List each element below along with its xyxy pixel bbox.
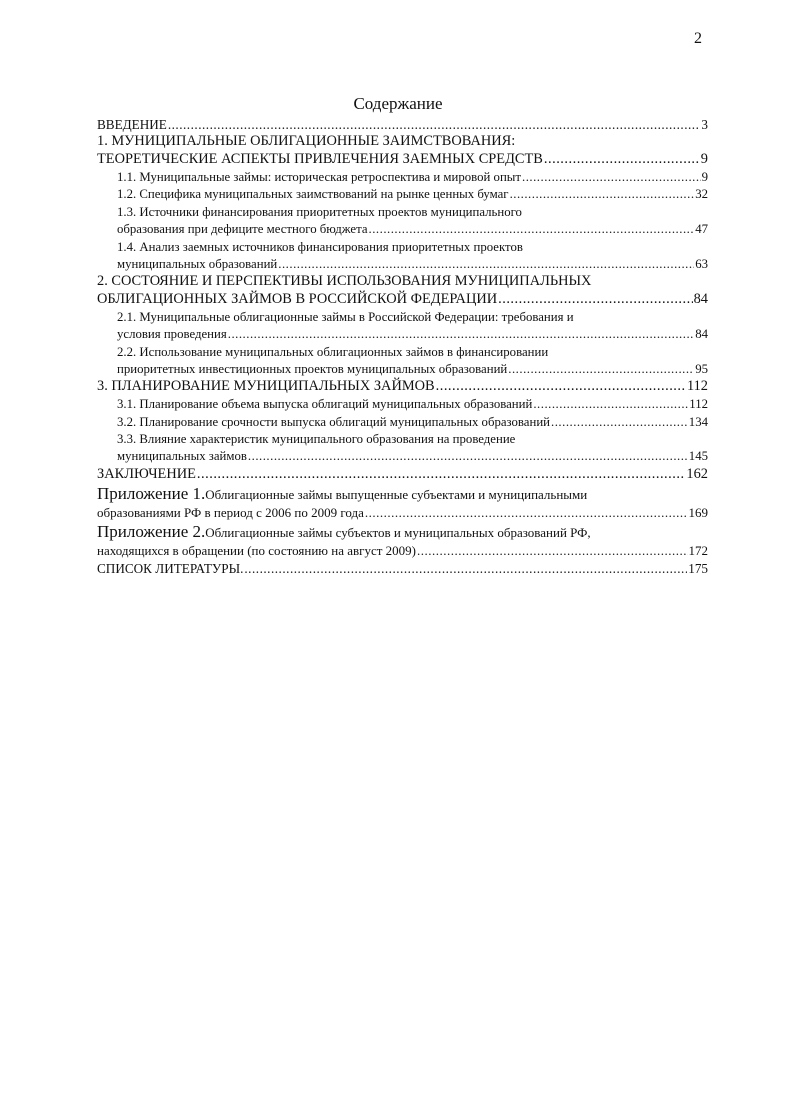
toc-entry-text: 1.3. Источники финансирования приоритетных проектов муниципального [117, 204, 522, 219]
toc-section-2-2-line2[interactable] [97, 361, 708, 378]
dot-leader [248, 448, 688, 465]
toc-entry-text: 1.1. Муниципальные займы: историческая ретроспектива и мировой опыт [117, 169, 521, 184]
toc-entry-text: ОБЛИГАЦИОННЫХ ЗАЙМОВ В РОССИЙСКОЙ ФЕДЕРАЦИИ [97, 291, 498, 308]
toc-entry-text: ЗАКЛЮЧЕНИЕ [97, 465, 196, 482]
dot-leader [244, 560, 687, 577]
toc-entry-page: 169 [688, 504, 708, 520]
toc-entry-page: 145 [688, 449, 708, 464]
toc-entry-text: 1.4. Анализ заемных источников финансирования приоритетных проектов [117, 239, 523, 254]
toc-entry-text: 3. ПЛАНИРОВАНИЕ МУНИЦИПАЛЬНЫХ ЗАЙМОВ [97, 378, 435, 395]
dot-leader [498, 291, 692, 309]
toc-entry-page: 3 [701, 117, 708, 132]
toc-entry-text: ТЕОРЕТИЧЕСКИЕ АСПЕКТЫ ПРИВЛЕЧЕНИЯ ЗАЕМНЫХ СРЕДСТВ [97, 151, 543, 168]
toc-entry-text: СПИСОК ЛИТЕРАТУРЫ. [97, 560, 244, 576]
toc-section-3-3-line2[interactable] [97, 448, 708, 465]
toc-entry-text: 3.2. Планирование срочности выпуска облигаций муниципальных образований [117, 414, 551, 429]
dot-leader [197, 466, 685, 484]
toc-entry-page: 84 [693, 291, 708, 308]
toc-title: Содержание [353, 94, 443, 113]
toc-section-2-2-line1[interactable] [97, 344, 708, 361]
toc-entry-page: 112 [689, 397, 708, 412]
dot-leader [522, 169, 701, 186]
toc-entry-text: Облигационные займы субъектов и муниципальных образований РФ, [205, 524, 591, 540]
dot-leader [533, 396, 688, 413]
toc-entry-text: 3.3. Влияние характеристик муниципального образования на проведение [117, 432, 516, 447]
toc-section-3-1[interactable] [97, 396, 708, 413]
toc-entry-page: 47 [695, 222, 708, 237]
toc-appendix-1-line2[interactable] [97, 503, 708, 522]
toc-entry-page: 134 [688, 414, 708, 429]
toc-entry-page: 112 [686, 378, 708, 395]
toc-entry-text: Облигационные займы выпущенные субъектами и муниципальными [205, 486, 588, 502]
dot-leader [417, 541, 688, 560]
toc-entry-page: 84 [695, 327, 708, 342]
toc-entry-text: 3.1. Планирование объема выпуска облигаций муниципальных образований [117, 397, 533, 412]
toc-section-1-2[interactable] [97, 186, 708, 203]
dot-leader [365, 503, 688, 522]
toc-entry-text: 1.2. Специфика муниципальных заимствований на рынке ценных бумаг [117, 187, 509, 202]
table-of-contents [97, 116, 708, 577]
dot-leader [228, 326, 694, 343]
toc-entry-page: 162 [686, 465, 708, 482]
toc-entry-text: муниципальных образований [117, 256, 278, 271]
toc-entry-text: муниципальных займов [117, 449, 247, 464]
toc-chapter-2-line1[interactable] [97, 273, 708, 291]
toc-appendix-2-line2[interactable] [97, 541, 708, 560]
dot-leader [369, 221, 695, 238]
toc-entry-text: условия проведения [117, 327, 227, 342]
toc-section-3-2[interactable] [97, 414, 708, 431]
toc-entry-page: 9 [700, 151, 708, 168]
toc-entry-page: 32 [695, 187, 708, 202]
toc-entry-text: 1. МУНИЦИПАЛЬНЫЕ ОБЛИГАЦИОННЫЕ ЗАИМСТВОВАНИЯ: [97, 133, 516, 150]
toc-section-1-4-line2[interactable] [97, 256, 708, 273]
toc-chapter-1-line2[interactable] [97, 151, 708, 169]
toc-chapter-1-line1[interactable] [97, 133, 708, 151]
toc-section-1-1[interactable] [97, 169, 708, 186]
dot-leader [508, 361, 694, 378]
dot-leader [544, 151, 700, 169]
toc-appendix-label: Приложение 1. [97, 483, 206, 503]
dot-leader [551, 414, 688, 431]
toc-section-2-1-line2[interactable] [97, 326, 708, 343]
toc-entry-bibliography[interactable] [97, 560, 708, 577]
toc-chapter-3[interactable] [97, 378, 708, 396]
toc-entry-text: 2. СОСТОЯНИЕ И ПЕРСПЕКТИВЫ ИСПОЛЬЗОВАНИЯ МУНИЦИПАЛЬНЫХ [97, 273, 592, 290]
toc-entry-page: 175 [688, 560, 708, 576]
toc-section-2-1-line1[interactable] [97, 309, 708, 326]
dot-leader [278, 256, 694, 273]
toc-chapter-2-line2[interactable] [97, 291, 708, 309]
toc-section-1-3-line1[interactable] [97, 204, 708, 221]
toc-entry-text: 2.1. Муниципальные облигационные займы в Российской Федерации: требования и [117, 309, 574, 324]
toc-entry-intro[interactable] [97, 116, 708, 133]
toc-section-1-4-line1[interactable] [97, 239, 708, 256]
toc-section-3-3-line1[interactable] [97, 431, 708, 448]
toc-entry-page: 172 [688, 542, 708, 558]
dot-leader [436, 378, 686, 396]
dot-leader [168, 116, 701, 133]
toc-entry-text: образования при дефиците местного бюджета [117, 222, 368, 237]
toc-entry-text: ВВЕДЕНИЕ [97, 117, 167, 132]
toc-entry-conclusion[interactable] [97, 466, 708, 484]
toc-entry-page: 95 [695, 362, 708, 377]
toc-appendix-1-line1[interactable] [97, 484, 708, 503]
dot-leader [510, 186, 695, 203]
toc-section-1-3-line2[interactable] [97, 221, 708, 238]
page-number: 2 [694, 30, 702, 47]
toc-entry-text: приоритетных инвестиционных проектов муниципальных образований [117, 362, 508, 377]
toc-entry-page: 63 [695, 256, 708, 271]
toc-appendix-label: Приложение 2. [97, 521, 206, 541]
toc-entry-text: находящихся в обращении (по состоянию на август 2009) [97, 542, 416, 558]
toc-appendix-2-line1[interactable] [97, 522, 708, 541]
toc-entry-page: 9 [701, 169, 708, 184]
toc-entry-text: образованиями РФ в период с 2006 по 2009 года [97, 504, 364, 520]
toc-entry-text: 2.2. Использование муниципальных облигационных займов в финансировании [117, 344, 549, 359]
